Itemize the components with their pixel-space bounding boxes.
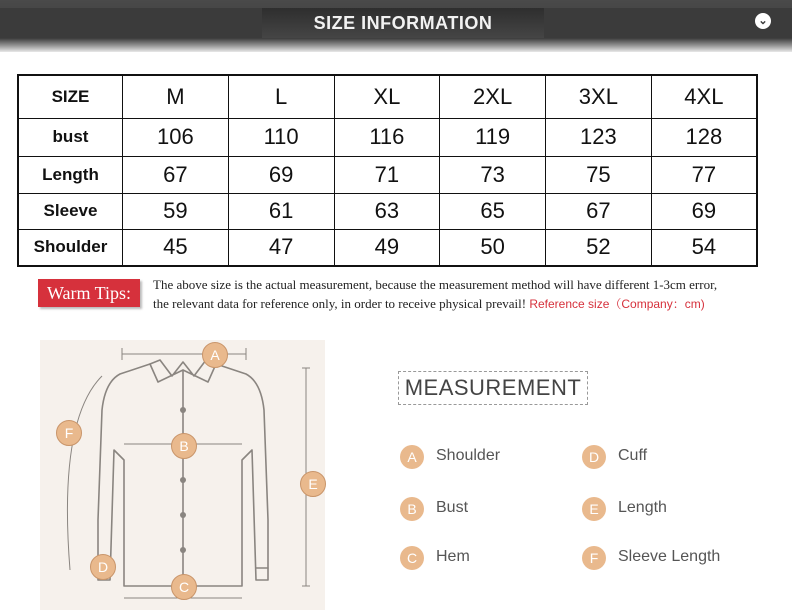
- marker-e: E: [300, 471, 326, 497]
- shirt-diagram: [40, 340, 325, 610]
- legend-letter: B: [400, 497, 424, 521]
- tips-text-line2-body: the relevant data for reference only, in order to receive physical prevail!: [153, 296, 527, 311]
- warm-tips-badge: Warm Tips:: [38, 279, 140, 307]
- table-cell: 61: [228, 193, 334, 229]
- marker-c: C: [171, 574, 197, 600]
- table-row: [18, 118, 757, 156]
- marker-a: A: [202, 342, 228, 368]
- table-cell: 67: [123, 156, 229, 193]
- measurement-title: MEASUREMENT: [398, 371, 588, 405]
- column-header: 2XL: [440, 75, 546, 118]
- table-cell: 67: [546, 193, 652, 229]
- marker-b: B: [171, 433, 197, 459]
- reference-size-note: Reference size（Company：cm): [529, 297, 705, 311]
- table-cell: 77: [651, 156, 757, 193]
- legend-letter: A: [400, 445, 424, 469]
- table-cell: 52: [546, 229, 652, 266]
- table-cell: 69: [651, 193, 757, 229]
- table-cell: 47: [228, 229, 334, 266]
- legend-label: Length: [618, 499, 667, 516]
- legend-label: Sleeve Length: [618, 548, 721, 565]
- legend-letter: F: [582, 546, 606, 570]
- table-cell: 123: [546, 118, 652, 156]
- legend-letter: C: [400, 546, 424, 570]
- table-cell: 69: [228, 156, 334, 193]
- table-cell: 119: [440, 118, 546, 156]
- row-label: Shoulder: [18, 229, 123, 266]
- legend-letter: D: [582, 445, 606, 469]
- table-cell: 128: [651, 118, 757, 156]
- table-cell: 65: [440, 193, 546, 229]
- tips-text-line2: [153, 295, 705, 312]
- table-cell: 106: [123, 118, 229, 156]
- chevron-down-icon[interactable]: ⌄: [755, 13, 771, 29]
- marker-d: D: [90, 554, 116, 580]
- row-label: Length: [18, 156, 123, 193]
- table-cell: 54: [651, 229, 757, 266]
- row-label: bust: [18, 118, 123, 156]
- table-cell: 71: [334, 156, 440, 193]
- column-header: XL: [334, 75, 440, 118]
- legend-label: Bust: [436, 499, 469, 516]
- table-cell: 63: [334, 193, 440, 229]
- table-cell: 116: [334, 118, 440, 156]
- table-cell: 50: [440, 229, 546, 266]
- legend-label: Cuff: [618, 447, 648, 464]
- column-header: 4XL: [651, 75, 757, 118]
- tips-text-line1: The above size is the actual measurement, because the measurement method will have different 1-3cm error,: [153, 277, 718, 292]
- page-title: SIZE INFORMATION: [313, 13, 493, 33]
- table-header-row: [18, 75, 757, 118]
- size-table: [17, 74, 758, 267]
- legend-label: Shoulder: [436, 447, 501, 464]
- column-header: 3XL: [546, 75, 652, 118]
- table-cell: 45: [123, 229, 229, 266]
- column-header: M: [123, 75, 229, 118]
- table-row: [18, 193, 757, 229]
- table-cell: 73: [440, 156, 546, 193]
- table-cell: 75: [546, 156, 652, 193]
- table-cell: 59: [123, 193, 229, 229]
- legend-label: Hem: [436, 548, 470, 565]
- table-row: [18, 229, 757, 266]
- legend-letter: E: [582, 497, 606, 521]
- column-header: L: [228, 75, 334, 118]
- table-cell: 110: [228, 118, 334, 156]
- column-header: SIZE: [18, 75, 123, 118]
- shirt-outline-icon: [40, 340, 325, 610]
- marker-f: F: [56, 420, 82, 446]
- table-cell: 49: [334, 229, 440, 266]
- row-label: Sleeve: [18, 193, 123, 229]
- table-row: [18, 156, 757, 193]
